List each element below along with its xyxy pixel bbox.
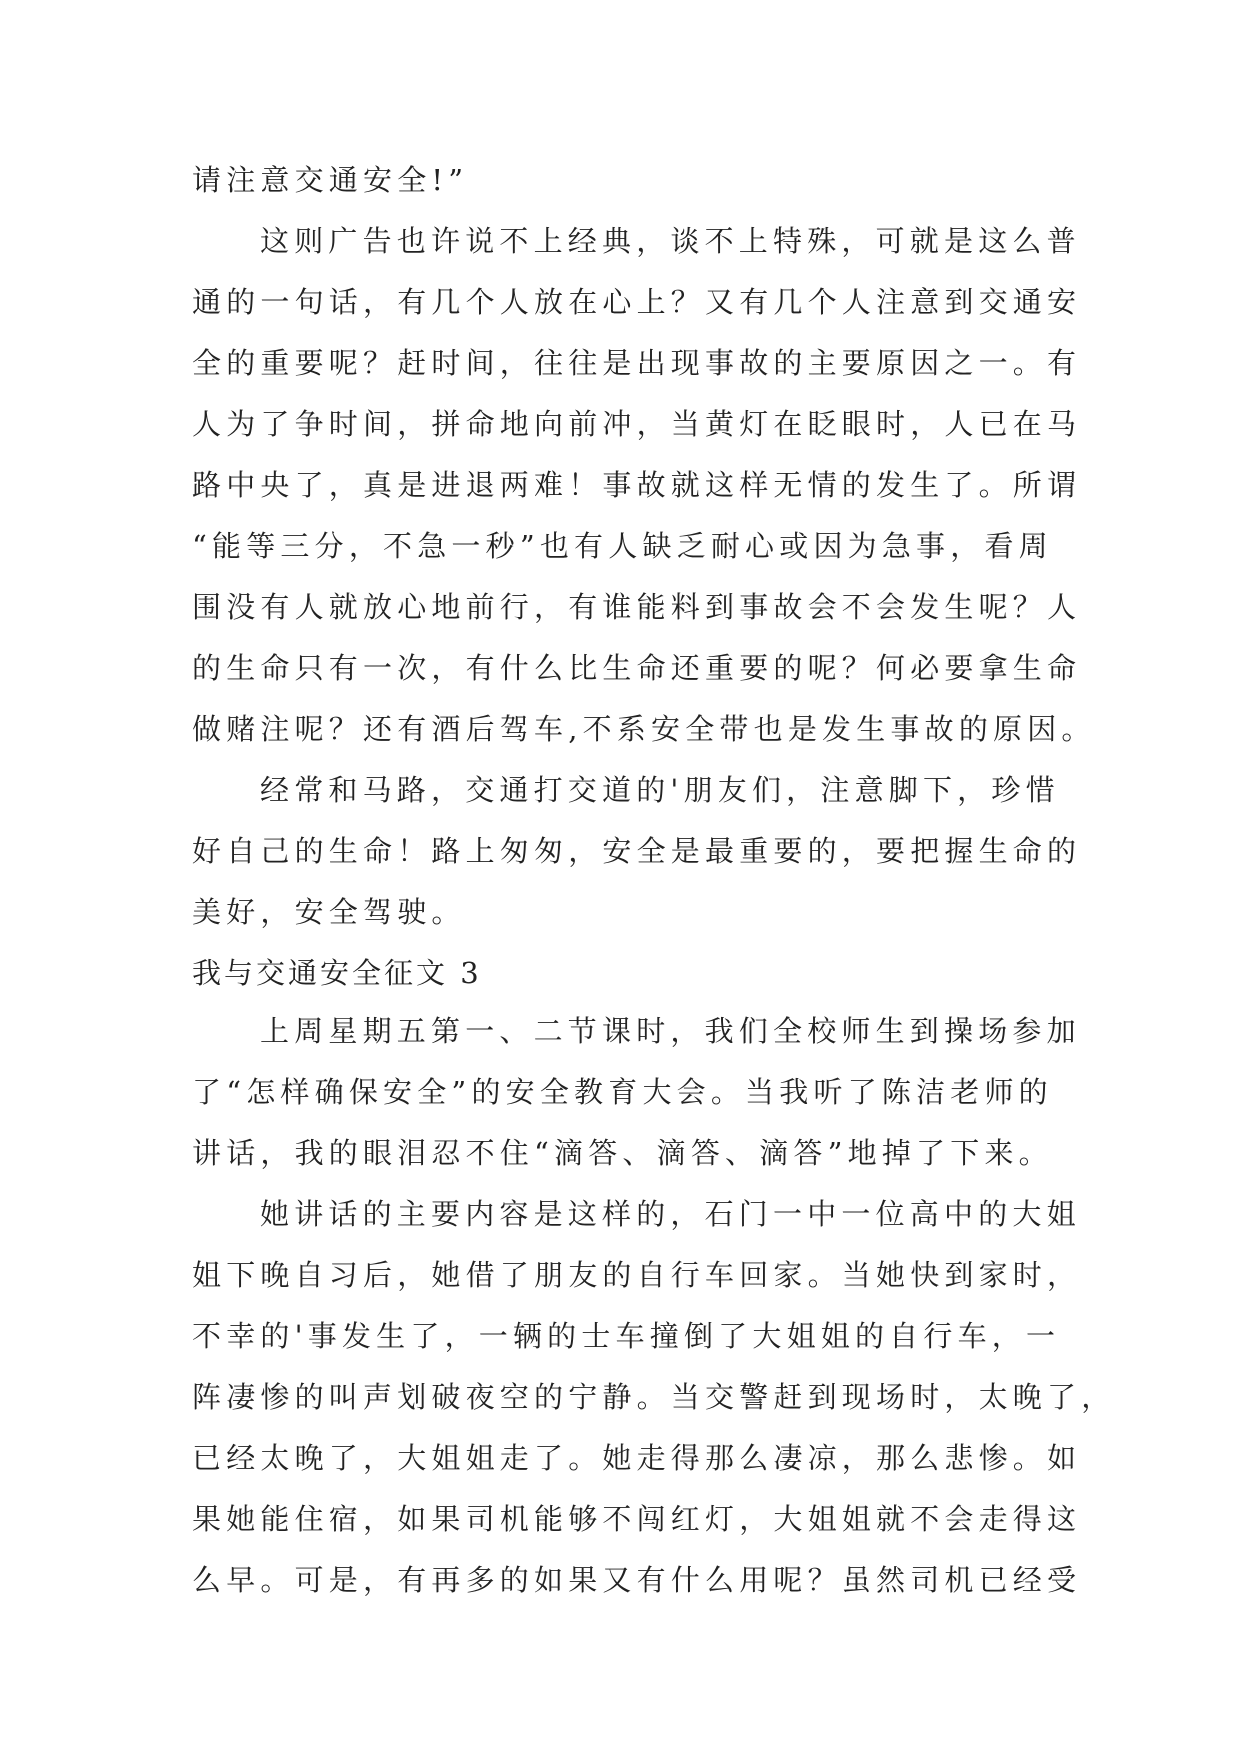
text-line: 美好，安全驾驶。	[192, 895, 466, 929]
text-line: 这则广告也许说不上经典，谈不上特殊，可就是这么普	[260, 224, 1081, 258]
text-line: “能等三分，不急一秒”也有人缺乏耐心或因为急事，看周	[192, 529, 1053, 563]
text-line: 围没有人就放心地前行，有谁能料到事故会不会发生呢？人	[192, 590, 1082, 624]
text-line: 讲话，我的眼泪忍不住“滴答、滴答、滴答”地掉了下来。	[192, 1136, 1053, 1170]
text-line: 请注意交通安全!”	[192, 163, 469, 197]
text-line: 了“怎样确保安全”的安全教育大会。当我听了陈洁老师的	[192, 1075, 1053, 1109]
paragraph-advice	[192, 760, 1082, 943]
text-line: 好自己的生命！路上匆匆，安全是最重要的，要把握生命的	[192, 834, 1082, 868]
text-line: 经常和马路，交通打交道的'朋友们，注意脚下，珍惜	[260, 773, 1060, 807]
text-line: 的生命只有一次，有什么比生命还重要的呢？何必要拿生命	[192, 651, 1082, 685]
paragraph-ad-commentary	[192, 211, 1096, 760]
text-line: 上周星期五第一、二节课时，我们全校师生到操场参加	[260, 1014, 1081, 1048]
text-line: 全的重要呢？赶时间，往往是出现事故的主要原因之一。有	[192, 346, 1082, 380]
text-line: 做赌注呢？还有酒后驾车,不系安全带也是发生事故的原因。	[192, 712, 1096, 746]
text-line: 阵凄惨的叫声划破夜空的宁静。当交警赶到现场时，太晚了，	[192, 1380, 1116, 1414]
text-line: 通的一句话，有几个人放在心上？又有几个人注意到交通安	[192, 285, 1082, 319]
text-line: 她讲话的主要内容是这样的，石门一中一位高中的大姐	[260, 1197, 1081, 1231]
text-line: 不幸的'事发生了，一辆的士车撞倒了大姐姐的自行车，一	[192, 1319, 1061, 1353]
section-heading: 我与交通安全征文 3	[192, 956, 482, 990]
text-line: 已经太晚了，大姐姐走了。她走得那么凄凉，那么悲惨。如	[192, 1441, 1082, 1475]
paragraph-assembly	[192, 1001, 1081, 1184]
text-line: 么早。可是，有再多的如果又有什么用呢？虽然司机已经受	[192, 1563, 1082, 1597]
text-line: 人为了争时间，拼命地向前冲，当黄灯在眨眼时，人已在马	[192, 407, 1082, 441]
text-line: 果她能住宿，如果司机能够不闯红灯，大姐姐就不会走得这	[192, 1502, 1082, 1536]
document-body	[192, 150, 1116, 1611]
text-line: 路中央了，真是进退两难！事故就这样无情的发生了。所谓	[192, 468, 1082, 502]
text-line: 姐下晚自习后，她借了朋友的自行车回家。当她快到家时，	[192, 1258, 1082, 1292]
paragraph-story	[192, 1184, 1116, 1611]
